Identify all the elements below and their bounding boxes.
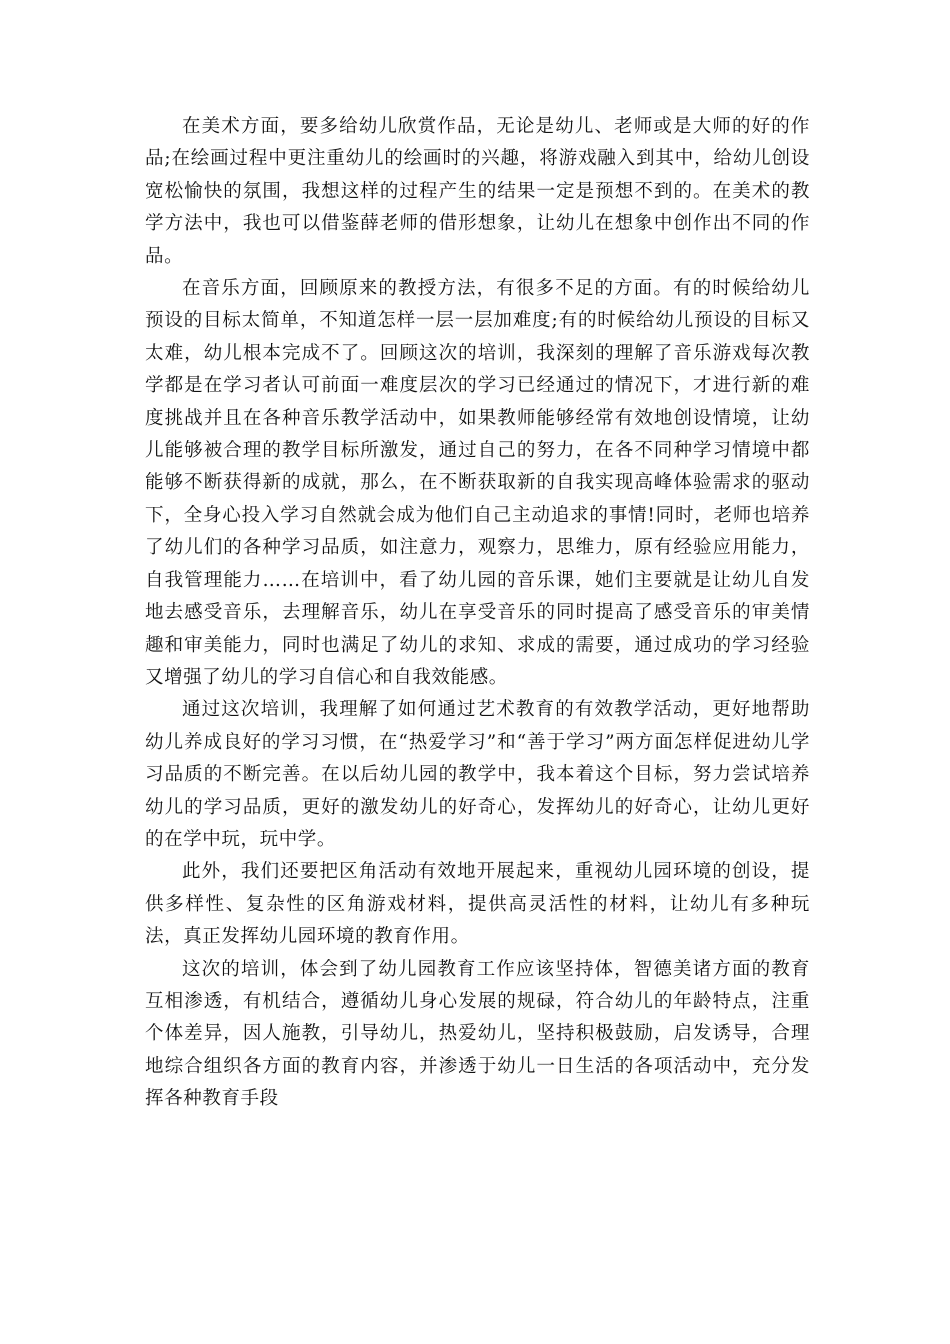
paragraph-training-reflection: 通过这次培训，我理解了如何通过艺术教育的有效教学活动，更好地帮助幼儿养成良好的学习习惯，在“热爱学习”和“善于学习”两方面怎样促进幼儿学习品质的不断完善。在以后幼儿园的教学中，我本着这个目标，努力尝试培养幼儿的学习品质，更好的激发幼儿的好奇心，发挥幼儿的好奇心，让幼儿更好的在学中玩，玩中学。 xyxy=(145,699,810,850)
paragraph-music: 在音乐方面，回顾原来的教授方法，有很多不足的方面。有的时候给幼儿预设的目标太简单，不知道怎样一层一层加难度;有的时候给幼儿预设的目标又太难，幼儿根本完成不了。回顾这次的培训，我深刻的理解了音乐游戏每次教学都是在学习者认可前面一难度层次的学习已经通过的情况下，才进行新的难度挑战并且在各种音乐教学活动中，如果教师能够经常有效地创设情境，让幼儿能够被合理的教学目标所激发，通过自己的努力，在各不同种学习情境中都能够不断获得新的成就，那么，在不断获取新的自我实现高峰体验需求的驱动下，全身心投入学习自然就会成为他们自己主动追求的事情!同时，老师也培养了幼儿们的各种学习品质，如注意力，观察力，思维力，原有经验应用能力，自我管理能力……在培训中，看了幼儿园的音乐课，她们主要就是让幼儿自发地去感受音乐，去理解音乐，幼儿在享受音乐的同时提高了感受音乐的审美情趣和审美能力，同时也满足了幼儿的求知、求成的需要，通过成功的学习经验又增强了幼儿的学习自信心和自我效能感。 xyxy=(145,278,810,688)
paragraph-art: 在美术方面，要多给幼儿欣赏作品，无论是幼儿、老师或是大师的好的作品;在绘画过程中更注重幼儿的绘画时的兴趣，将游戏融入到其中，给幼儿创设宽松愉快的氛围，我想这样的过程产生的结果一定是预想不到的。在美术的教学方法中，我也可以借鉴薛老师的借形想象，让幼儿在想象中创作出不同的作品。 xyxy=(145,116,810,267)
paragraph-area-activities: 此外，我们还要把区角活动有效地开展起来，重视幼儿园环境的创设，提供多样性、复杂性的区角游戏材料，提供高灵活性的材料，让幼儿有多种玩法，真正发挥幼儿园环境的教育作用。 xyxy=(145,861,810,948)
document-body xyxy=(145,111,810,1116)
paragraph-education-principles: 这次的培训，体会到了幼儿园教育工作应该坚持体，智德美诸方面的教育互相渗透，有机结合，遵循幼儿身心发展的规碌，符合幼儿的年龄特点，注重个体差异，因人施教，引导幼儿，热爱幼儿，坚持积极鼓励，启发诱导，合理地综合组织各方面的教育内容，并渗透于幼儿一日生活的各项活动中，充分发挥各种教育手段 xyxy=(145,958,810,1110)
